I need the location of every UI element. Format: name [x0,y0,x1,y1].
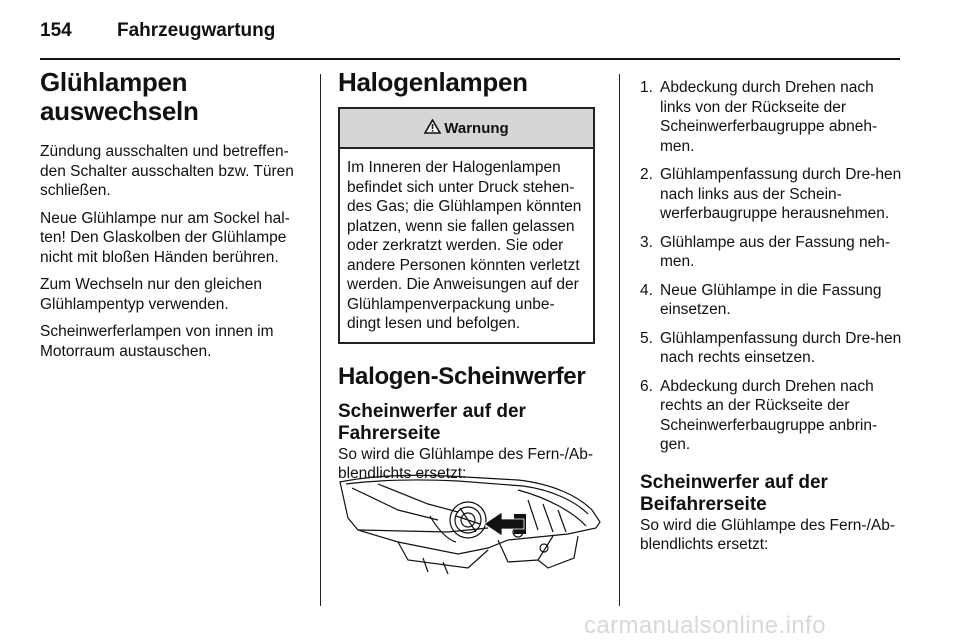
step-text: Glühlampenfassung durch Dre-hen nach rechts einsetzen. [660,329,902,366]
page-number: 154 [40,20,72,41]
column-3 [640,78,902,563]
instruction-list [640,78,902,455]
page-heading-line-1: Glühlampen [40,67,188,97]
column-2 [338,68,600,492]
page-heading [40,68,304,126]
driver-side-heading [338,401,600,445]
arrow-icon [484,512,526,536]
driver-side-heading-line-1: Scheinwerfer auf der [338,400,526,422]
step-text: Neue Glühlampe in die Fassung einsetzen. [660,281,882,318]
paragraph: Scheinwerferlampen von innen im Motorraum austauschen. [40,323,274,360]
warning-box [338,107,595,344]
list-item [640,165,902,224]
warning-icon [424,119,444,138]
column-1 [40,68,304,369]
list-item [640,329,902,368]
passenger-side-heading [640,472,902,516]
headlamp-illustration [338,470,602,579]
step-number: 6. [640,377,653,395]
warning-label: Warnung [444,119,509,137]
step-number: 2. [640,166,653,183]
paragraph: Zum Wechseln nur den gleichen Glühlampentyp verwenden. [40,276,263,313]
step-number: 5. [640,329,653,347]
column-divider-right [619,74,620,606]
passenger-side-text: So wird die Glühlampe des Fern-/Ab-blendlichts ersetzt: [640,516,896,553]
step-number: 4. [640,281,653,299]
step-text: Glühlampe aus der Fassung neh-men. [660,233,891,270]
step-text: Glühlampenfassung durch Dre-hen nach links aus der Schein-werferbaugruppe herausnehmen. [660,166,902,222]
warning-text: Im Inneren der Halogenlampen befindet sich unter Druck stehen-des Gas; die Glühlampen könnten platzen, wenn sie fallen gelassen oder zerkratzt werden. Sie oder andere Personen könnten verletzt werden. Die Anweisungen auf der Glühlampenverpackung unbe-dingt lesen und befolgen. [347,159,582,332]
halogen-heading: Halogenlampen [338,67,528,97]
driver-side-text: So wird die Glühlampe des Fern-/Ab-blendlichts ersetzt: [338,445,594,482]
list-item [640,78,902,156]
watermark: carmanualsonline.info [584,612,826,639]
driver-side-heading-line-2: Fahrerseite [338,422,441,444]
passenger-side-heading-line-1: Scheinwerfer auf der [640,471,828,493]
header-rule [40,58,900,60]
passenger-side-heading-line-2: Beifahrerseite [640,493,767,515]
step-text: Abdeckung durch Drehen nach links von der Rückseite der Scheinwerferbaugruppe abneh-men. [660,79,878,155]
list-item [640,377,902,455]
column-divider-left [320,74,321,606]
paragraph: Zündung ausschalten und betreffen-den Schalter ausschalten bzw. Türen schließen. [40,143,294,199]
halogen-headlamp-heading: Halogen-Scheinwerfer [338,362,586,390]
section-title: Fahrzeugwartung [117,20,276,41]
step-text: Abdeckung durch Drehen nach rechts an der Rückseite der Scheinwerferbaugruppe anbrin-gen. [660,377,878,453]
list-item [640,281,902,320]
page-heading-line-2: auswechseln [40,96,199,126]
paragraph: Neue Glühlampe nur am Sockel hal-ten! Den Glaskolben der Glühlampe nicht mit bloßen Händen berühren. [40,209,290,266]
step-number: 3. [640,233,653,251]
step-number: 1. [640,79,653,96]
warning-header [340,109,593,149]
list-item [640,233,902,272]
